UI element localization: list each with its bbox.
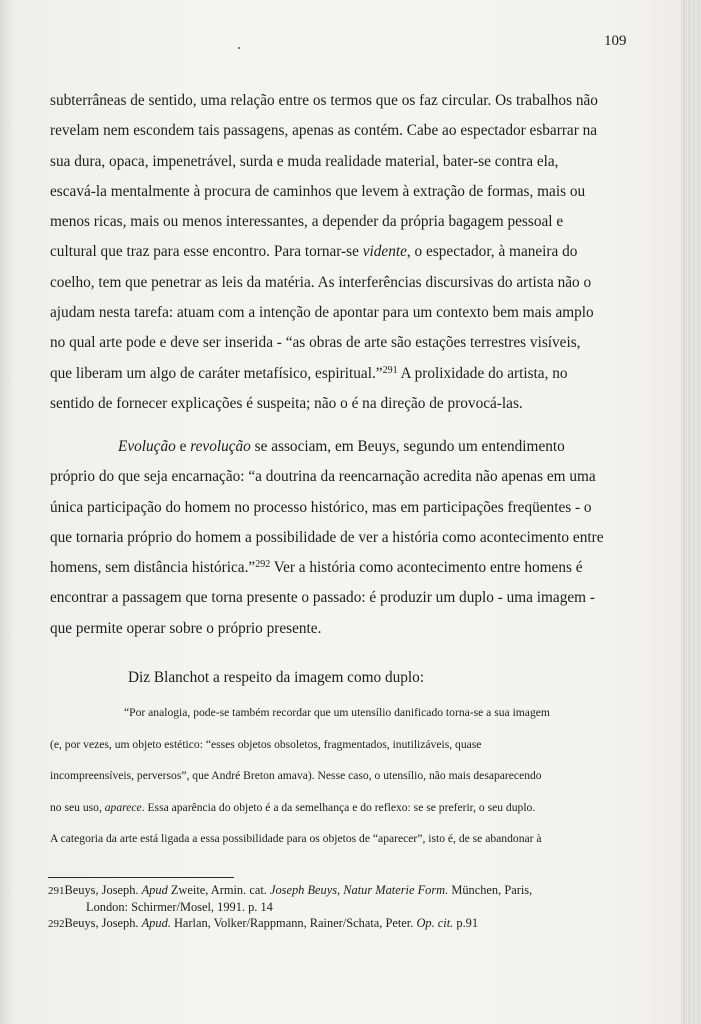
footnote-ref: 292	[255, 559, 271, 571]
text-line: que permite operar sobre o próprio presente.	[50, 619, 322, 637]
text-line: menos ricas, mais ou menos interessantes, a depender da própria bagagem pessoal e	[50, 213, 564, 231]
speck	[238, 47, 240, 49]
text-run: se associam, em Beuys, segundo um entendimento	[250, 438, 565, 455]
text-line: sua dura, opaca, impenetrável, surda e muda realidade material, bater-se contra ela,	[50, 152, 559, 170]
footnote-291-continued: London: Schirmer/Mosel, 1991. p. 14	[86, 900, 273, 914]
text-line: escavá-la mentalmente à procura de caminhos que levem à extração de formas, mais ou	[50, 182, 586, 200]
text-run: Ver a história como acontecimento entre homens é	[270, 559, 583, 577]
text-run: homens, sem distância histórica.”	[50, 559, 256, 577]
quote-line	[50, 792, 580, 824]
text-line	[50, 237, 580, 267]
page-edges	[681, 0, 701, 1024]
text-run: Beuys, Joseph.	[64, 883, 142, 897]
text-line	[50, 432, 580, 462]
text-run: no seu uso,	[50, 800, 105, 814]
text-run: e	[175, 438, 191, 455]
footnote-number: 291	[48, 885, 65, 897]
footnote-291	[48, 882, 608, 899]
text-run: Beuys, Joseph.	[64, 916, 142, 930]
footnote-292	[48, 915, 608, 932]
text-line: sentido de fornecer explicações é suspeita; não o é na direção de provocá-las.	[50, 394, 523, 412]
quote-line: incompreensíveis, perversos”, que André Breton amava). Nesse caso, o utensílio, não mais desaparecendo	[50, 769, 542, 783]
footnote-separator	[48, 877, 234, 878]
text-line	[50, 359, 580, 389]
text-line	[50, 553, 583, 583]
italic-term: revolução	[190, 438, 251, 455]
quote-line: (e, por vezes, um objeto estético: “esses objetos obsoletos, fragmentados, inutilizáveis, quase	[50, 737, 482, 751]
text-run: Zweite, Armin. cat.	[167, 883, 270, 897]
quote-line: A categoria da arte está ligada a essa possibilidade para os objetos de “aparecer”, isto é, de se abandonar à	[50, 832, 542, 846]
text-run: München, Paris,	[448, 883, 533, 897]
italic-term: Apud	[141, 883, 168, 897]
italic-term: Evolução	[118, 438, 176, 455]
text-run: que liberam um algo de caráter metafísico, espiritual.”	[50, 364, 383, 382]
paragraph-2	[50, 432, 604, 644]
binding-shadow	[0, 0, 14, 1024]
text-run: Harlan, Volker/Rappmann, Rainer/Schata, Peter.	[170, 916, 417, 930]
text-line: coelho, tem que penetrar as leis da matéria. As interferências discursivas do artista não o	[50, 273, 592, 291]
text-run: A prolixidade do artista, no	[397, 364, 568, 382]
page-number: 109	[604, 33, 627, 49]
quote-line: “Por analogia, pode-se também recordar que um utensílio danificado torna-se a sua imagem	[124, 706, 550, 719]
footnote-ref: 291	[382, 364, 398, 376]
text-line: que tornaria próprio do homem a possibilidade de ver a história como acontecimento entre	[50, 528, 604, 546]
text-line: encontrar a passagem que torna presente o passado: é produzir um duplo - uma imagem -	[50, 589, 595, 607]
block-quote	[50, 697, 580, 855]
text-line: subterrâneas de sentido, uma relação entre os termos que os faz circular. Os trabalhos não	[50, 92, 598, 109]
italic-term: vidente	[362, 243, 407, 261]
text-line: única participação do homem no processo histórico, mas em participações freqüentes - o	[50, 498, 592, 516]
paragraph-1	[50, 86, 598, 419]
paragraph-3	[128, 663, 658, 693]
text-run: cultural que traz para esse encontro. Para tornar-se	[50, 243, 363, 261]
text-line: ajudam nesta tarefa: atuam com a intenção de apontar para um contexto bem mais amplo	[50, 304, 594, 322]
italic-term: Op. cit.	[416, 916, 454, 930]
text-line: no qual arte pode e deve ser inserida - “as obras de arte são estações terrestres visíveis,	[50, 334, 581, 352]
italic-term: Apud.	[141, 916, 171, 930]
italic-term: aparece	[104, 800, 142, 814]
text-run: , o espectador, à maneira do	[406, 243, 578, 261]
footnote-number: 292	[48, 918, 65, 930]
text-run: . Essa aparência do objeto é a da semelhança e do reflexo: se se preferir, o seu duplo.	[141, 800, 536, 814]
text-line: revelam nem escondem tais passagens, apenas as contém. Cabe ao espectador esbarrar na	[50, 122, 598, 140]
footnotes	[48, 882, 608, 932]
text-line: próprio do que seja encarnação: “a doutrina da reencarnação acredita não apenas em uma	[50, 468, 596, 486]
text-line: Diz Blanchot a respeito da imagem como duplo:	[128, 669, 425, 686]
italic-term: Joseph Beuys, Natur Materie Form.	[269, 883, 449, 897]
text-run: p.91	[453, 916, 479, 930]
